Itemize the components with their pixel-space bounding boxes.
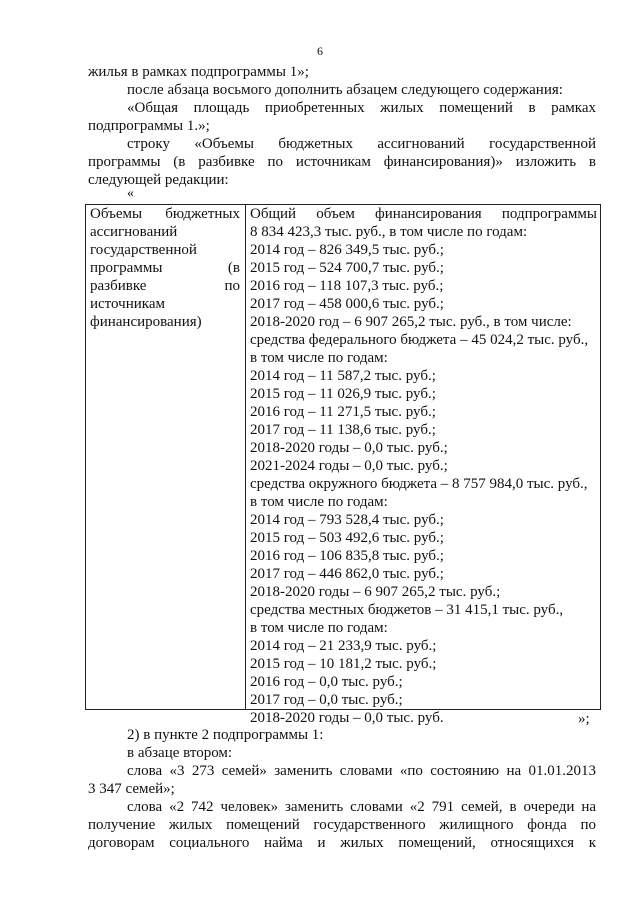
right-line: в том числе по годам: [250, 350, 388, 366]
left-line: ассигнований [90, 224, 178, 240]
outro-line-6: получение жилых помещений государственного жилищного фонда по [88, 817, 596, 833]
intro-line-1: жилья в рамках подпрограммы 1»; [88, 64, 309, 80]
intro-line-6: программы (в разбивке по источникам финансирования)» изложить в [88, 154, 596, 170]
page-number: 6 [317, 44, 323, 58]
right-line: 2017 год – 0,0 тыс. руб.; [250, 692, 403, 708]
right-line: Общий объем финансирования подпрограммы [250, 206, 597, 222]
intro-line-7: следующей редакции: [88, 172, 229, 188]
right-line: 2017 год – 11 138,6 тыс. руб.; [250, 422, 436, 438]
intro-line-3: «Общая площадь приобретенных жилых помещений в рамках [127, 100, 596, 116]
right-line: 2014 год – 826 349,5 тыс. руб.; [250, 242, 444, 258]
right-line: 8 834 423,3 тыс. руб., в том числе по годам: [250, 224, 528, 240]
right-line: в том числе по годам: [250, 494, 388, 510]
left-line: государственной [90, 242, 197, 258]
right-line: 2021-2024 годы – 0,0 тыс. руб.; [250, 458, 448, 474]
outro-line-7: договорам социального найма и жилых помещений, относящихся к [88, 835, 596, 851]
left-line: разбивке по [90, 278, 240, 294]
left-line: программы (в [90, 260, 240, 276]
right-line: 2016 год – 0,0 тыс. руб.; [250, 674, 403, 690]
opening-quote: « [127, 186, 134, 201]
intro-line-2: после абзаца восьмого дополнить абзацем следующего содержания: [127, 82, 563, 98]
right-line: 2016 год – 118 107,3 тыс. руб.; [250, 278, 444, 294]
closing-quote: »; [578, 711, 590, 727]
outro-line-3: слова «3 273 семей» заменить словами «по состоянию на 01.01.2013 [127, 763, 596, 779]
left-line: Объемы бюджетных [90, 206, 240, 222]
right-line: в том числе по годам: [250, 620, 388, 636]
right-line: 2018-2020 годы – 6 907 265,2 тыс. руб.; [250, 584, 501, 600]
right-line: 2015 год – 11 026,9 тыс. руб.; [250, 386, 436, 402]
budget-table [85, 204, 601, 726]
right-line: 2015 год – 10 181,2 тыс. руб.; [250, 656, 437, 672]
outro-line-2: в абзаце втором: [127, 745, 233, 761]
right-line: 2017 год – 446 862,0 тыс. руб.; [250, 566, 444, 582]
outro-line-5: слова «2 742 человек» заменить словами «2 791 семей, в очереди на [127, 799, 596, 815]
right-line: 2018-2020 год – 6 907 265,2 тыс. руб., в том числе: [250, 314, 572, 330]
right-line: 2014 год – 11 587,2 тыс. руб.; [250, 368, 436, 384]
right-line: 2018-2020 годы – 0,0 тыс. руб.; [250, 440, 448, 456]
right-line: 2015 год – 524 700,7 тыс. руб.; [250, 260, 444, 276]
left-line: источникам [90, 296, 165, 312]
outro-line-4: 3 347 семей»; [88, 781, 175, 797]
intro-line-4: подпрограммы 1.»; [88, 118, 210, 134]
right-line: 2016 год – 106 835,8 тыс. руб.; [250, 548, 444, 564]
right-line: 2014 год – 793 528,4 тыс. руб.; [250, 512, 444, 528]
right-line: средства окружного бюджета – 8 757 984,0 тыс. руб., [250, 476, 588, 492]
intro-line-5: строку «Объемы бюджетных ассигнований государственной [127, 136, 596, 152]
right-line: средства федерального бюджета – 45 024,2 тыс. руб., [250, 332, 589, 348]
table-right-cell [250, 205, 597, 727]
right-line: 2017 год – 458 000,6 тыс. руб.; [250, 296, 444, 312]
table-left-cell [90, 205, 240, 331]
right-line: 2015 год – 503 492,6 тыс. руб.; [250, 530, 444, 546]
table-column-divider [245, 205, 246, 709]
left-line: финансирования) [90, 314, 202, 330]
right-line: средства местных бюджетов – 31 415,1 тыс. руб., [250, 602, 564, 618]
outro-line-1: 2) в пункте 2 подпрограммы 1: [127, 727, 324, 743]
right-line: 2018-2020 годы – 0,0 тыс. руб. [250, 710, 444, 726]
right-line: 2014 год – 21 233,9 тыс. руб.; [250, 638, 437, 654]
right-line: 2016 год – 11 271,5 тыс. руб.; [250, 404, 436, 420]
